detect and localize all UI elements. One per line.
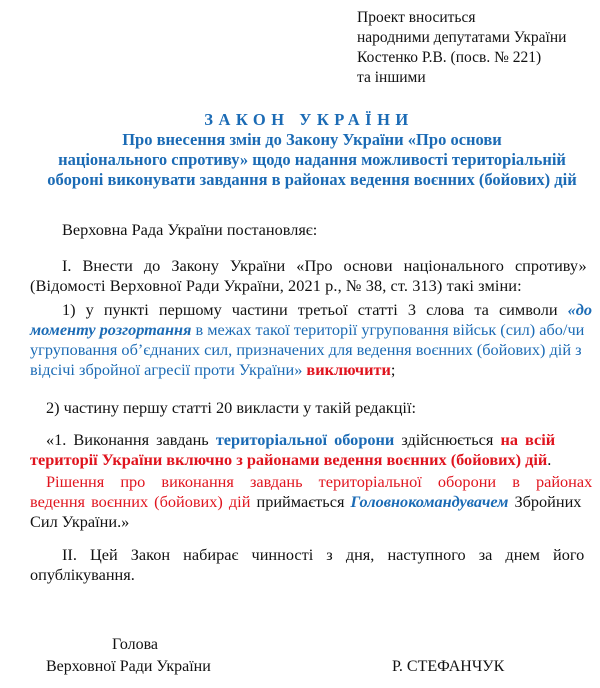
item-1-line-3: угруповання об’єднаних сил, призначених для ведення воєнних (бойових) дій з <box>30 340 582 359</box>
section-2-line-1: ІІ. Цей Закон набирає чинності з дня, наступного за днем його <box>62 545 585 564</box>
law-subtitle-line: національного спротиву» щодо надання можливості територіальній <box>58 150 566 169</box>
item-1-line-1 <box>62 300 592 320</box>
item-2-intro: 2) частину першу статті 20 викласти у такій редакції: <box>46 398 416 417</box>
preamble: Верховна Рада України постановляє: <box>62 220 318 239</box>
exclude-keyword: виключити <box>306 360 391 379</box>
commander-highlight: Головнокомандувачем <box>350 492 509 511</box>
item-2-para-2-line-1: Рішення про виконання завдань територіальної оборони в районах <box>46 472 593 491</box>
section-1-line-2: (Відомості Верховної Ради України, 2021 р., № 38, ст. 313) такі зміни: <box>30 276 522 295</box>
item-2-para-1-line-2 <box>30 450 551 470</box>
red-highlight: території України включно з районами ведення воєнних (бойових) дій <box>30 450 548 469</box>
item-2-para-2-line-2 <box>30 492 581 512</box>
note-line: народними депутатами України <box>357 29 567 46</box>
item-1-line-2 <box>30 320 584 340</box>
signature-title <box>46 634 224 678</box>
quoted-text-end: відсічі збройної агресії проти України» <box>30 360 307 379</box>
law-title: ЗАКОН УКРАЇНИ <box>204 110 414 129</box>
red-highlight: ведення воєнних (бойових) дій <box>30 492 251 511</box>
punctuation: ; <box>390 360 396 379</box>
section-1-text: І. Внести до Закону України «Про основи національного спротиву» <box>62 256 587 275</box>
item-1-intro: 1) у пункті першому частини третьої статті 3 слова та символи <box>62 300 568 319</box>
signatory-name: Р. СТЕФАНЧУК <box>392 658 505 675</box>
punctuation: . <box>547 450 552 469</box>
text: здійснюється <box>394 430 501 449</box>
section-1-line-1 <box>62 256 592 276</box>
item-2-para-1-line-1 <box>46 430 555 450</box>
note-line: Костенко Р.В. (посв. № 221) <box>357 49 542 66</box>
item-2-para-2-line-3: Сил України.» <box>30 512 130 531</box>
draft-submission-note <box>357 8 566 88</box>
law-title-block <box>0 110 600 190</box>
signature-title-line-2: Верховної Ради України <box>46 658 211 675</box>
signature-title-line-1: Голова <box>111 636 159 653</box>
section-2-line-2: опублікування. <box>30 565 135 584</box>
item-1-line-4 <box>30 360 395 380</box>
text: приймається <box>250 492 351 511</box>
text: «1. Виконання завдань <box>46 430 216 449</box>
note-line: Проект вноситься <box>357 9 476 26</box>
law-subtitle-line: обороні виконувати завдання в районах ведення воєнних (бойових) дій <box>47 170 577 189</box>
quoted-text: в межах такої території угруповання військ (сил) або/чи <box>191 320 585 339</box>
red-highlight: на всій <box>500 430 556 449</box>
quoted-text-start: «до <box>567 300 592 319</box>
text: Збройних <box>508 492 582 511</box>
territorial-defense-highlight: територіальної оборони <box>215 430 395 449</box>
quoted-text-italic: моменту розгортання <box>30 320 192 339</box>
law-subtitle-line: Про внесення змін до Закону України «Про основи <box>122 130 502 149</box>
note-line: та іншими <box>357 69 426 86</box>
